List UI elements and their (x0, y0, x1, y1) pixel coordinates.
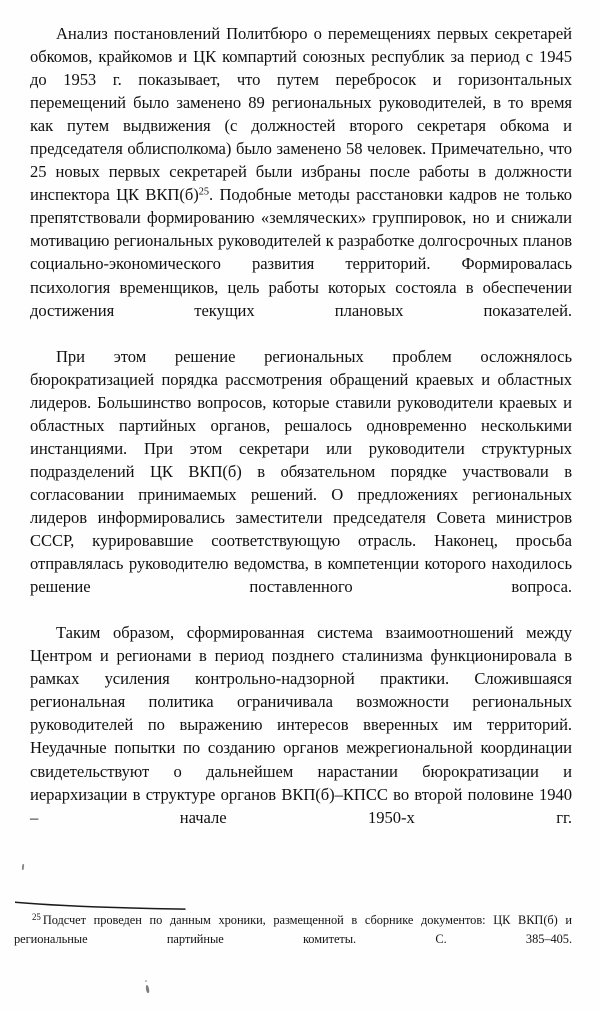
body-text-column (30, 22, 572, 852)
footnote-marker-25: 25 (32, 911, 41, 922)
paragraph-2: При этом решение региональных проблем осложнялось бюрократизацией порядка рассмотрения обращений краевых и областных лидеров. Большинство вопросов, которые ставили руководители краевых и областных партийных органов, решалось одновременно несколькими инстанциями. При этом секретари или руководители структурных подразделений ЦК ВКП(б) в обязательном порядке участвовали в согласовании принимаемых решений. О предложениях региональных лидеров информировались заместители председателя Совета министров СССР, курировавшие соответствующую отрасль. Наконец, просьба отправлялась руководителю ведомства, в компетенции которого находилось решение поставленного вопроса. (30, 346, 572, 597)
footnote-reference-25[interactable]: 25 (198, 186, 209, 198)
scan-artifact-margin-speck (22, 864, 25, 870)
paragraph-1 (30, 22, 572, 345)
footnote-text: Подсчет проведен по данным хроники, размещенной в сборнике документов: ЦК ВКП(б) и региональные партийные комитеты. С. 385–405. (14, 913, 572, 946)
footnote-separator-rule (15, 901, 187, 909)
paragraph-3: Таким образом, сформированная система взаимоотношений между Центром и регионами в период позднего сталинизма функционировала в рамках усиления контрольно-надзорной практики. Сложившаяся региональная политика ограничивала возможности региональных руководителей по выражению интересов вверенных им территорий. Неудачные попытки по созданию органов межрегиональной координации свидетельствуют о дальнейшем нарастании бюрократизации и иерархизации в структуре органов ВКП(б)–КПСС во второй половине 1940 – начале 1950-х гг. (30, 623, 572, 827)
scan-artifact-bottom-dot (145, 980, 147, 982)
paragraph-1-text-before-footnote-ref: Анализ постановлений Политбюро о перемещениях первых секретарей обкомов, крайкомов и ЦК компартий союзных республик за период с 1945 до 1953 г. показывает, что путем перебросок и горизонтальных перемещений было заменено 89 региональных руководителей, в то время как путем выдвижения (с должностей второго секретаря обкома и председателя облисполкома) было заменено 58 человек. Примечательно, что 25 новых первых секретарей были избраны после работы в должности инспектора ЦК ВКП(б) (30, 24, 572, 205)
footnote-entry (14, 911, 572, 967)
footnote-area (14, 911, 572, 967)
paragraph-1-text-after-footnote-ref: . Подобные методы расстановки кадров не только препятствовали формированию «земляческих» группировок, но и снижали мотивацию региональных руководителей к разработке долгосрочных планов социально-экономического развития территорий. Формировалась психология временщиков, цель работы которых состояла в обеспечении достижения текущих плановых показателей. (30, 185, 572, 320)
scan-artifact-bottom-speck (145, 985, 149, 993)
